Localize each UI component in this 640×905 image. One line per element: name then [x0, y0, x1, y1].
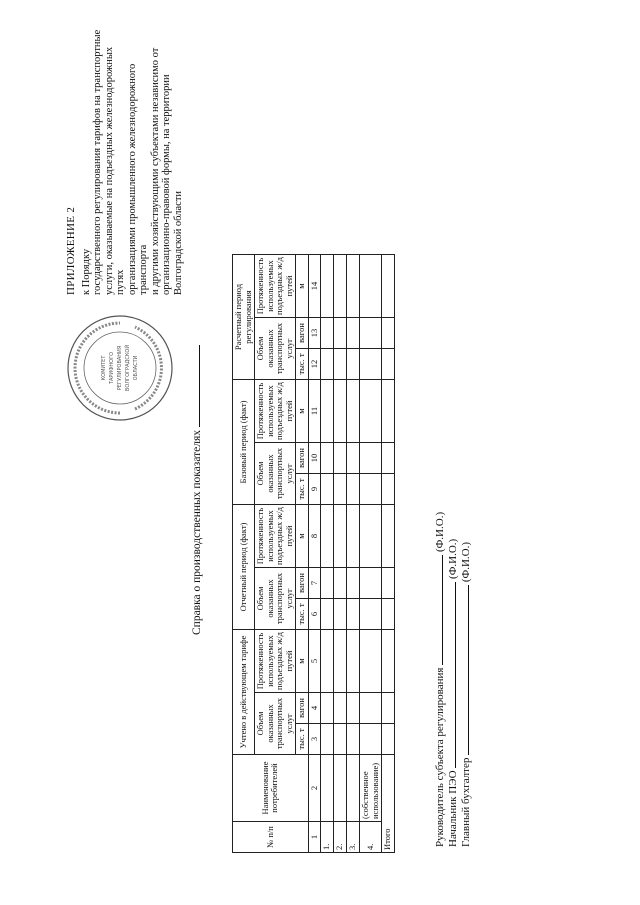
column-numbers-row [308, 255, 321, 853]
row-number: 1. [321, 822, 334, 853]
signature-role: Главный бухгалтер [460, 757, 472, 847]
svg-text:ВОЛГОГРАДСКОЙ: ВОЛГОГРАДСКОЙ [125, 344, 131, 392]
title-underline [190, 345, 200, 427]
appendix-line: Волгоградской области [172, 190, 184, 295]
appendix-line: организациями промышленного железнодорожного транспорта [126, 63, 149, 295]
row-number: 4. [360, 822, 382, 853]
document-title [190, 345, 203, 635]
signature-underline [459, 585, 469, 755]
signature-underline [433, 555, 443, 665]
unit-m: м [296, 255, 309, 318]
appendix-line: государственного регулирования тарифов на транспортные [92, 29, 103, 295]
header-volume: Объем оказанных транспортных услуг [255, 568, 296, 630]
unit-tons: тыс. т [296, 349, 309, 380]
header-volume: Объем оказанных транспортных услуг [255, 443, 296, 505]
unit-wagon: вагон [296, 443, 309, 474]
appendix-title: ПРИЛОЖЕНИЕ 2 [65, 206, 77, 295]
header-calc: Расчетный период регулирования [233, 255, 255, 380]
col-number: 11 [308, 380, 321, 443]
svg-text:ОБЛАСТИ: ОБЛАСТИ [133, 355, 139, 381]
report-table [232, 254, 395, 853]
col-number: 9 [308, 474, 321, 505]
signature-role: Начальник ПЭО [447, 770, 459, 847]
table-row [334, 255, 347, 853]
unit-wagon: вагон [296, 568, 309, 599]
total-row [382, 255, 395, 853]
col-number: 5 [308, 630, 321, 693]
table-row [347, 255, 360, 853]
signature-line-peo [446, 512, 459, 847]
svg-text:ТАРИФНОГО: ТАРИФНОГО [109, 351, 115, 385]
table-row [321, 255, 334, 853]
col-number: 4 [308, 693, 321, 724]
unit-m: м [296, 380, 309, 443]
fio-label: (Ф.И.О.) [434, 511, 446, 553]
unit-tons: тыс. т [296, 724, 309, 755]
official-seal [65, 313, 175, 423]
appendix-line: и другими хозяйствующими субъектами независимо от [149, 47, 161, 295]
col-number: 7 [308, 568, 321, 599]
col-number: 2 [308, 755, 321, 822]
col-number: 8 [308, 505, 321, 568]
unit-wagon: вагон [296, 693, 309, 724]
header-length: Протяженность используемых подъездных ж/д путей [255, 630, 296, 693]
header-volume: Объем оказанных транспортных услуг [255, 693, 296, 755]
appendix-line: к Порядку [80, 248, 92, 295]
header-tariff: Учтено в действующем тарифе [233, 630, 255, 755]
header-length: Протяженность используемых подъездных ж/д путей [255, 505, 296, 568]
col-number: 1 [308, 822, 321, 853]
col-number: 12 [308, 349, 321, 380]
unit-m: м [296, 630, 309, 693]
appendix-line: организационно-правовой формы, на территории [161, 74, 172, 295]
header-row-1 [233, 255, 255, 853]
header-volume: Объем оказанных транспортных услуг [255, 318, 296, 380]
header-length: Протяженность используемых подъездных ж/д путей [255, 255, 296, 318]
unit-tons: тыс. т [296, 474, 309, 505]
unit-tons: тыс. т [296, 599, 309, 630]
header-base: Базовый период (факт) [233, 380, 255, 505]
header-report: Отчетный период (факт) [233, 505, 255, 630]
signature-role: Руководитель субъекта регулирования [434, 667, 446, 847]
own-use-label: (собственное использование) [360, 755, 382, 822]
signature-underline [446, 582, 456, 768]
fio-label: (Ф.И.О.) [447, 538, 459, 579]
table-row [360, 255, 382, 853]
signature-block [433, 512, 472, 847]
signature-line-head [433, 512, 446, 847]
row-number: 3. [347, 822, 360, 853]
row-number: 2. [334, 822, 347, 853]
col-number: 14 [308, 255, 321, 318]
header-num: № п/п [233, 822, 309, 853]
appendix-block [66, 25, 184, 295]
appendix-line: услуги, оказываемые на подъездных железнодорожных путях [103, 46, 126, 295]
document-title-text: Справка о производственных показателях [191, 429, 203, 635]
fio-label: (Ф.И.О.) [460, 541, 472, 583]
unit-wagon: вагон [296, 318, 309, 349]
header-length: Протяженность используемых подъездных ж/д путей [255, 380, 296, 443]
col-number: 10 [308, 443, 321, 474]
signature-line-accountant [459, 512, 472, 847]
unit-m: м [296, 505, 309, 568]
svg-text:РЕГУЛИРОВАНИЯ: РЕГУЛИРОВАНИЯ [117, 345, 123, 391]
col-number: 6 [308, 599, 321, 630]
col-number: 3 [308, 724, 321, 755]
col-number: 13 [308, 318, 321, 349]
header-consumer: Наименование потребителей [233, 755, 309, 822]
total-label: Итого [382, 755, 395, 853]
svg-text:КОМИТЕТ: КОМИТЕТ [101, 355, 107, 381]
